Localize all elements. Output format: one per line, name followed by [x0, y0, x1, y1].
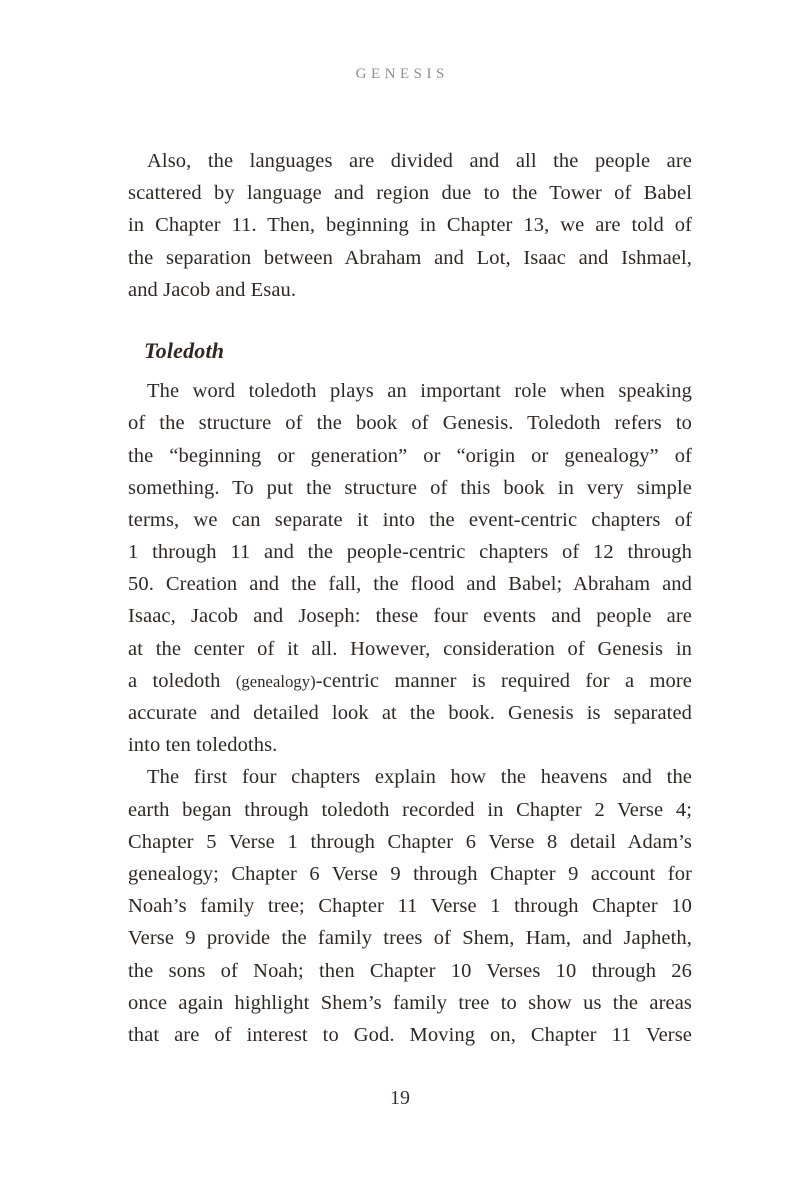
text-line: once again highlight Shem’s family tree to show us the areas — [128, 991, 692, 1014]
page-body-text — [128, 145, 692, 1051]
text-line: the separation between Abraham and Lot, Isaac and Ishmael, — [128, 246, 692, 269]
text-line: something. To put the structure of this book in very simple — [128, 476, 692, 499]
text-line: Noah’s family tree; Chapter 11 Verse 1 through Chapter 10 — [128, 895, 692, 918]
text-line: 1 through 11 and the people-centric chapters of 12 through — [128, 541, 692, 564]
text-line: Verse 9 provide the family trees of Shem, Ham, and Japheth, — [128, 927, 692, 950]
text-line: a toledoth (genealogy)-centric manner is required for a more — [128, 669, 692, 692]
text-line: and Jacob and Esau. — [128, 278, 297, 301]
text-line: Isaac, Jacob and Joseph: these four events and people are — [128, 605, 692, 628]
text-line: terms, we can separate it into the event-centric chapters of — [128, 508, 692, 531]
text-line: Also, the languages are divided and all the people are — [147, 150, 692, 172]
paragraph — [128, 145, 692, 306]
text-line: The first four chapters explain how the heavens and the — [147, 766, 692, 789]
text-line: scattered by language and region due to the Tower of Babel — [128, 182, 692, 205]
section-heading: Toledoth — [144, 337, 225, 363]
running-header: GENESIS — [355, 66, 449, 82]
text-line: into ten toledoths. — [128, 734, 278, 757]
text-line: of the structure of the book of Genesis. Toledoth refers to — [128, 412, 692, 435]
text-line: The word toledoth plays an important role when speaking — [147, 380, 692, 403]
text-line: the sons of Noah; then Chapter 10 Verses 10 through 26 — [128, 959, 692, 982]
text-line: accurate and detailed look at the book. Genesis is separated — [128, 702, 692, 725]
inline-small-text: (genealogy) — [235, 671, 316, 691]
text-line: in Chapter 11. Then, beginning in Chapter 13, we are told of — [128, 214, 692, 237]
text-line: Chapter 5 Verse 1 through Chapter 6 Verse 8 detail Adam’s — [128, 830, 692, 853]
text-line: 50. Creation and the fall, the flood and Babel; Abraham and — [128, 573, 692, 596]
text-line: at the center of it all. However, consideration of Genesis in — [128, 637, 692, 660]
paragraph — [128, 375, 692, 761]
text-line: genealogy; Chapter 6 Verse 9 through Chapter 9 account for — [128, 862, 692, 885]
text-line: the “beginning or generation” or “origin or genealogy” of — [128, 444, 692, 467]
page-number: 19 — [390, 1087, 410, 1109]
text-line: earth began through toledoth recorded in Chapter 2 Verse 4; — [128, 798, 692, 821]
paragraph — [128, 761, 692, 1051]
text-line: that are of interest to God. Moving on, Chapter 11 Verse — [128, 1023, 692, 1046]
